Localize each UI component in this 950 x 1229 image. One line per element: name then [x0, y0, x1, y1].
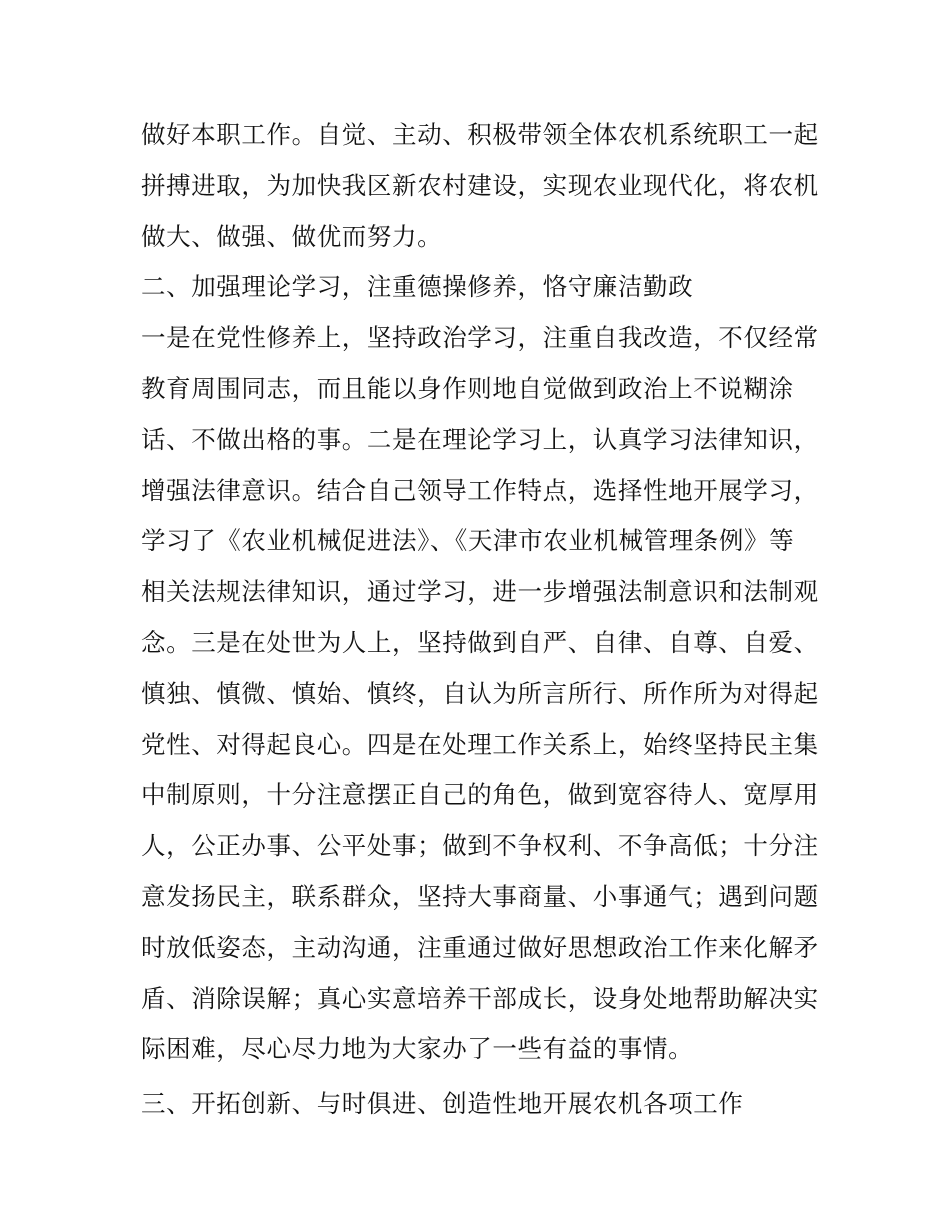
body-line: 一是在党性修养上，坚持政治学习，注重自我改造，不仅经常 — [141, 323, 819, 353]
body-line: 教育周围同志，而且能以身作则地自觉做到政治上不说糊涂 — [141, 373, 794, 403]
section-heading: 三、开拓创新、与时俱进、创造性地开展农机各项工作 — [141, 1089, 744, 1119]
body-line: 增强法律意识。结合自己领导工作特点，选择性地开展学习， — [141, 475, 819, 505]
body-line: 意发扬民主，联系群众，坚持大事商量、小事通气；遇到问题 — [141, 881, 819, 911]
body-line: 人，公正办事、公平处事；做到不争权利、不争高低；十分注 — [141, 831, 819, 861]
section-heading: 二、加强理论学习，注重德操修养，恪守廉洁勤政 — [141, 272, 694, 302]
body-line: 际困难，尽心尽力地为大家办了一些有益的事情。 — [141, 1034, 694, 1064]
body-line: 话、不做出格的事。二是在理论学习上，认真学习法律知识， — [141, 424, 819, 454]
body-line: 中制原则，十分注意摆正自己的角色，做到宽容待人、宽厚用 — [141, 780, 819, 810]
body-line: 学习了《农业机械促进法》、《天津市农业机械管理条例》等 — [141, 526, 795, 556]
body-line: 党性、对得起良心。四是在处理工作关系上，始终坚持民主集 — [141, 729, 819, 759]
body-line: 念。三是在处世为人上，坚持做到自严、自律、自尊、自爱、 — [141, 627, 819, 657]
body-line: 相关法规法律知识，通过学习，进一步增强法制意识和法制观 — [141, 577, 819, 607]
body-line: 时放低姿态，主动沟通，注重通过做好思想政治工作来化解矛 — [141, 932, 819, 962]
body-line: 盾、消除误解；真心实意培养干部成长，设身处地帮助解决实 — [141, 983, 819, 1013]
body-line: 做大、做强、做优而努力。 — [141, 221, 443, 251]
body-line: 做好本职工作。自觉、主动、积极带领全体农机系统职工一起 — [141, 120, 819, 149]
body-line: 慎独、慎微、慎始、慎终，自认为所言所行、所作所为对得起 — [141, 678, 819, 708]
document-body — [141, 110, 821, 1130]
body-line: 拼搏进取，为加快我区新农村建设，实现农业现代化，将农机 — [141, 170, 819, 200]
